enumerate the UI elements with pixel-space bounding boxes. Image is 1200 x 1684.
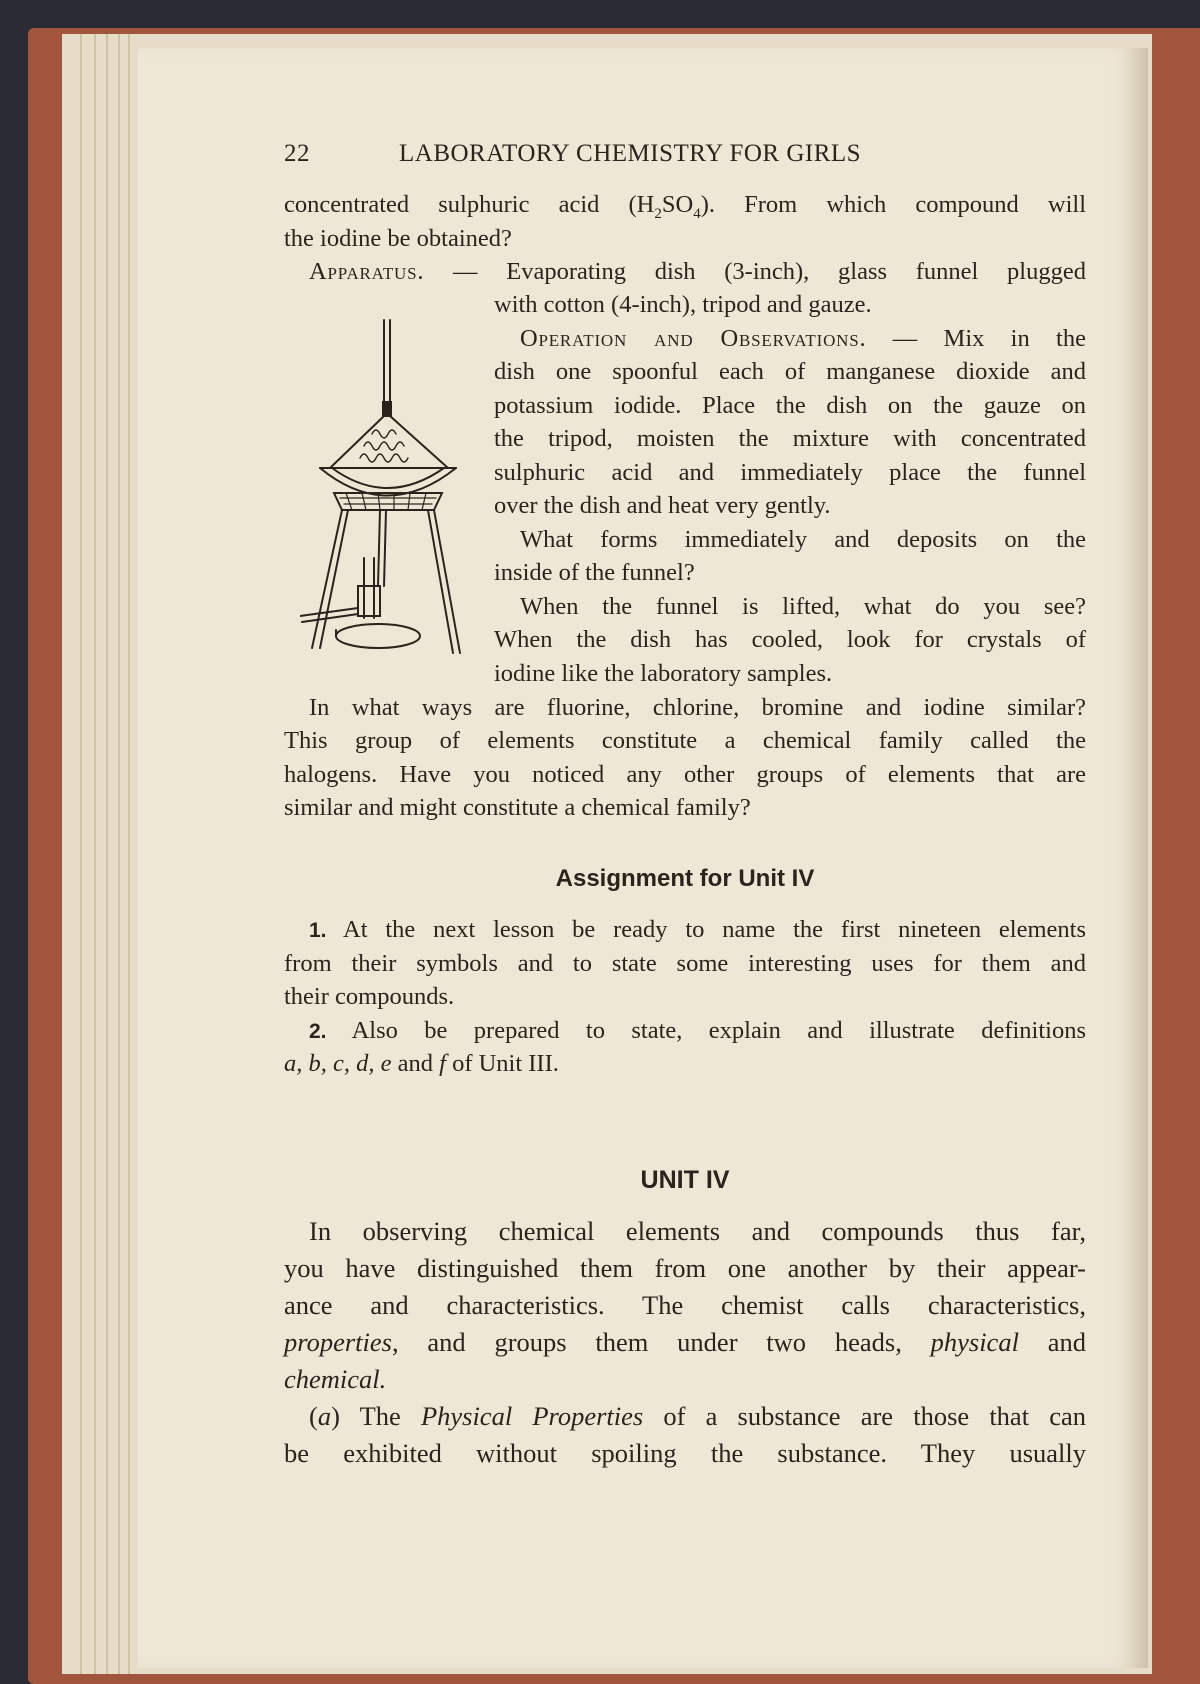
text-line: When the funnel is lifted, what do you see?: [520, 593, 1086, 620]
operation-line: Operation and Observations. — Mix in the: [520, 325, 1086, 352]
tripod-leg: [312, 510, 342, 648]
text-line: In what ways are fluorine, chlorine, bromine and iodine similar?: [309, 694, 1086, 721]
text-line: (a) The Physical Properties of a substance are those that can: [309, 1401, 1086, 1431]
text-line: the tripod, moisten the mixture with concentrated: [494, 425, 1086, 452]
apparatus-label: Apparatus.: [309, 258, 425, 285]
text-line: inside of the funnel?: [494, 559, 695, 586]
text-line: iodine like the laboratory samples.: [494, 660, 833, 687]
assignment-item-1: 1. At the next lesson be ready to name the first nineteen elements: [309, 916, 1087, 943]
assignment-item-2: 2. Also be prepared to state, explain and illustrate definitions: [309, 1017, 1086, 1044]
text-line: This group of elements constitute a chemical family called the: [284, 727, 1086, 754]
text-line: the iodine be obtained?: [284, 225, 512, 252]
text-line: sulphuric acid and immediately place the funnel: [494, 459, 1086, 486]
running-head: [284, 140, 1074, 174]
apparatus-line: Apparatus. — Evaporating dish (3-inch), glass funnel plugged: [309, 258, 1086, 285]
evaporating-dish: [320, 468, 456, 496]
text-line: be exhibited without spoiling the substance. They usually: [284, 1438, 1086, 1468]
unit-heading: UNIT IV: [640, 1166, 730, 1194]
text-line: a, b, c, d, e and f of Unit III.: [284, 1050, 559, 1077]
text-line: you have distinguished them from one another by their appear-: [284, 1253, 1086, 1283]
text-line: concentrated sulphuric acid $(H_2SO_4)$. From which compound will: [284, 191, 1087, 222]
text-line: chemical.: [284, 1364, 387, 1394]
text-line: properties, and groups them under two heads, physical and: [284, 1327, 1086, 1357]
text-line: ance and characteristics. The chemist calls characteristics,: [284, 1290, 1086, 1320]
text-line: In observing chemical elements and compounds thus far,: [309, 1216, 1086, 1246]
running-title: LABORATORY CHEMISTRY FOR GIRLS: [399, 140, 862, 167]
page-number: 22: [284, 140, 310, 167]
funnel-cone: [330, 416, 448, 468]
text-line: over the dish and heat very gently.: [494, 492, 831, 519]
text-line: dish one spoonful each of manganese dioxide and: [494, 358, 1086, 385]
text-line: halogens. Have you noticed any other groups of elements that are: [284, 761, 1086, 788]
text-line: similar and might constitute a chemical family?: [284, 794, 751, 821]
text-line: When the dish has cooled, look for crystals of: [494, 626, 1086, 653]
text-line: What forms immediately and deposits on the: [520, 526, 1086, 553]
text-line: potassium iodide. Place the dish on the gauze on: [494, 392, 1086, 419]
apparatus-illustration: [300, 318, 465, 688]
text-line: from their symbols and to state some interesting uses for them and: [284, 950, 1086, 977]
assignment-heading: Assignment for Unit IV: [555, 865, 815, 892]
text-line: their compounds.: [284, 983, 455, 1010]
text-line: with cotton (4-inch), tripod and gauze.: [494, 291, 872, 318]
operation-label: Operation and Observations.: [520, 325, 867, 352]
